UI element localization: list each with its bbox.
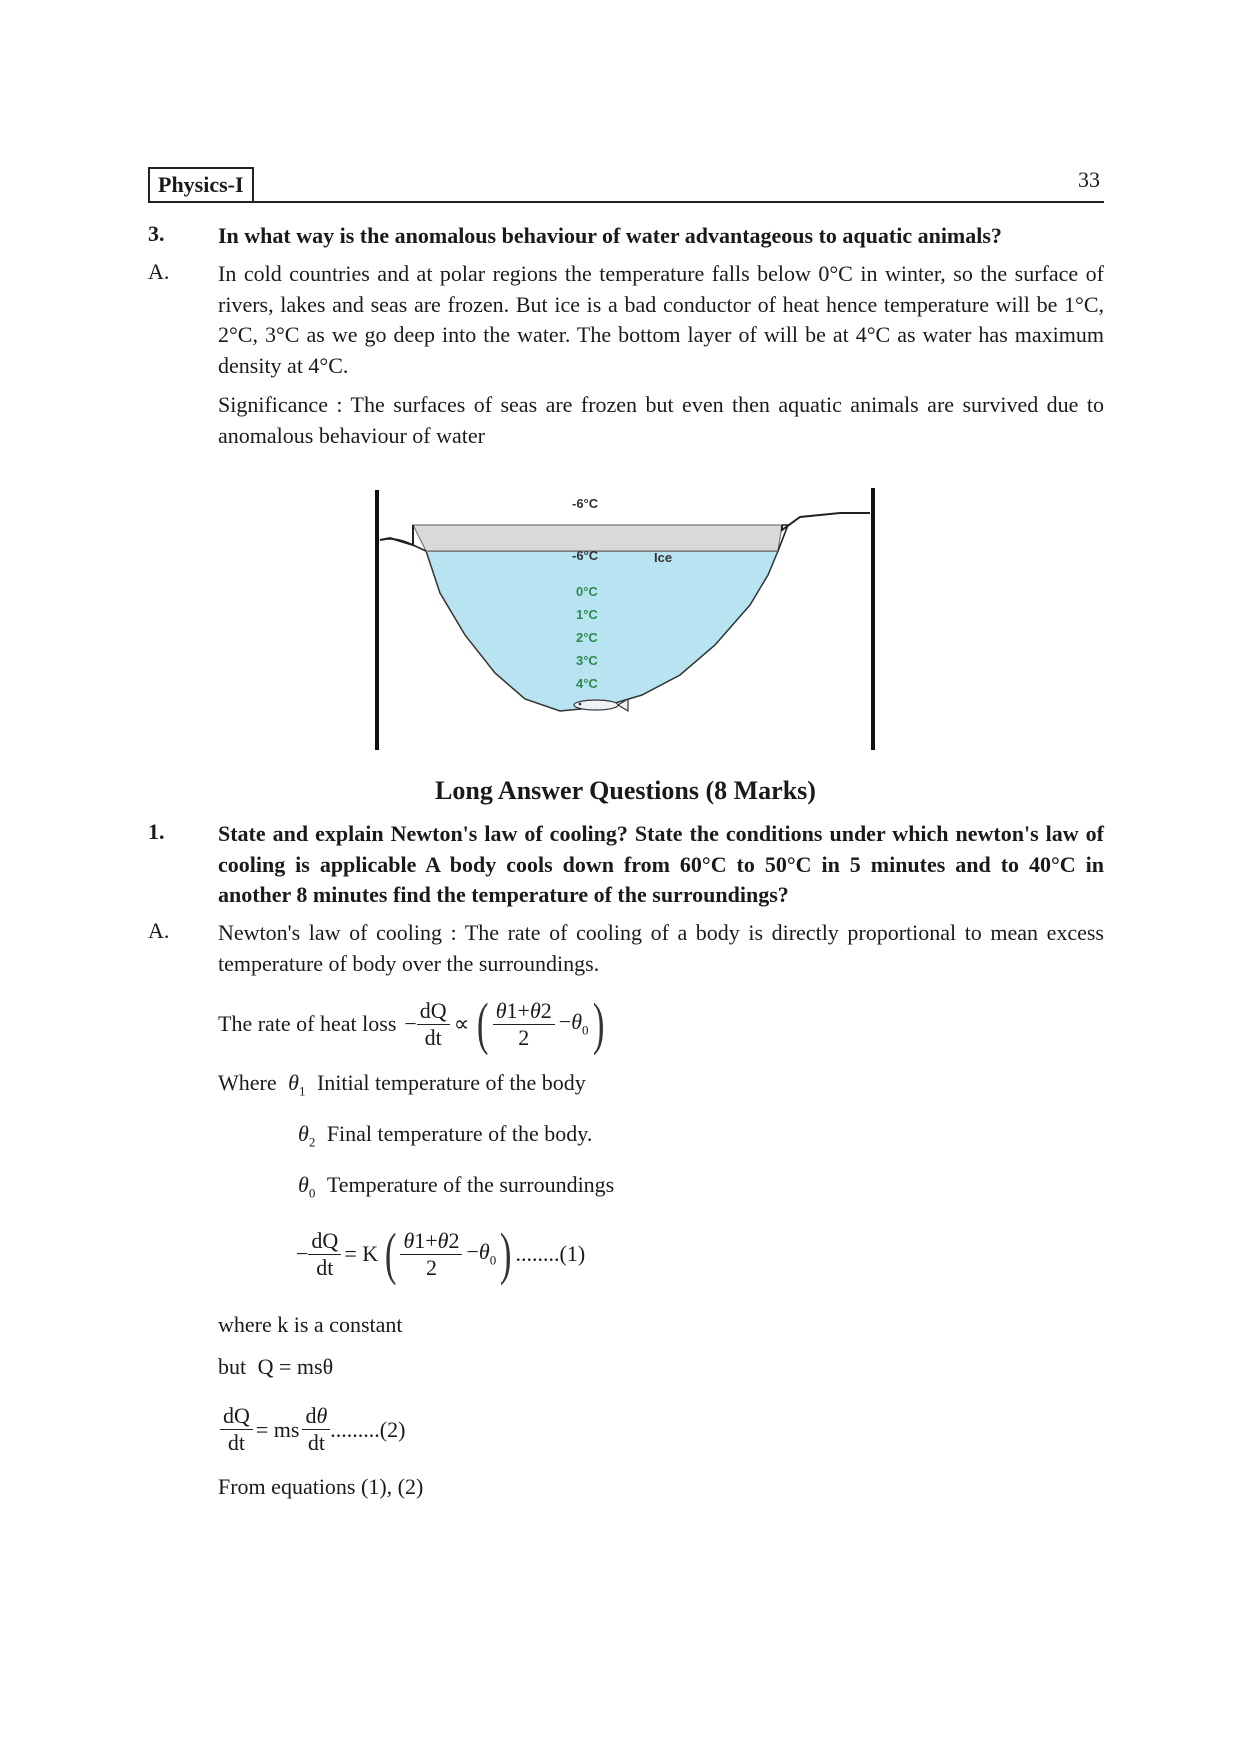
equation-1: − $\frac{dQ}{dt}$ = K ( $\frac{\theta 1+\theta 2}{2}$ $-\theta_0$ ) ........(1) [296, 1221, 586, 1286]
equation-2-tag: .........(2) [330, 1416, 406, 1442]
dq-dt-fraction: $\frac{dQ}{dt}$ [417, 998, 450, 1051]
question-3-number: 3. [148, 221, 165, 246]
rate-label: The rate of heat loss [218, 1011, 397, 1036]
equation-2: $\frac{dQ}{dt}$ = ms $\frac{d\theta}{dt}$ .........(2) [220, 1403, 405, 1456]
equation-1-tag: ........(1) [515, 1241, 586, 1266]
answer-3-paragraph-2: Significance : The surfaces of seas are frozen but even then aquatic animals are survived due to anomalous behaviour of water [218, 392, 1104, 448]
theta2-definition: $\theta_2$ Final temperature of the body. [298, 1121, 593, 1150]
question-3-text: In what way is the anomalous behaviour of water advantageous to aquatic animals? [218, 223, 1002, 248]
long-answer-1-label: A. [148, 918, 170, 943]
section-heading: Long Answer Questions (8 Marks) [435, 776, 816, 805]
water-temp-label-3: 3°C [576, 653, 598, 668]
answer-3-paragraph-1: In cold countries and at polar regions the temperature falls below 0°C in winter, so the surface of rivers, lakes and seas are frozen. But ice is a bad conductor of heat hence temperature will be 1°C, 2°C, 3°C as we go deep into the water. The bottom layer of will be at 4°C as water has maximum density at 4°C. [218, 261, 1104, 378]
theta1-definition: Where $\theta_1$ Initial temperature of the body [218, 1070, 586, 1099]
from-equations-note: From equations (1), (2) [218, 1474, 424, 1499]
page-number: 33 [1078, 167, 1100, 192]
long-question-1-number: 1. [148, 819, 165, 844]
water-temp-label-0: 0°C [576, 584, 598, 599]
ice-label: Ice [654, 550, 673, 565]
water-temp-label-1: 1°C [576, 607, 598, 622]
air-temperature-label: -6°C [572, 496, 599, 511]
ice-temperature-label: -6°C [572, 548, 599, 563]
theta0-definition: $\theta_0$ Temperature of the surroundings [298, 1172, 615, 1201]
header-rule [148, 201, 1104, 203]
subject-header: Physics-I [148, 167, 254, 203]
answer-3-label: A. [148, 259, 170, 284]
water-temp-label-4: 4°C [576, 676, 598, 691]
k-constant-note: where k is a constant [218, 1312, 403, 1337]
q-definition: but Q = msθ [218, 1354, 334, 1379]
water-temp-label-2: 2°C [576, 630, 598, 645]
mean-temp-fraction: $\frac{\theta 1+\theta 2}{2}$ [493, 998, 555, 1051]
rate-of-heat-loss-equation: The rate of heat loss − $\frac{dQ}{dt}$ ∝ ( $\frac{\theta 1+\theta 2}{2}$ $-\theta_0$ ) [218, 991, 604, 1056]
law-definition: Newton's law of cooling : The rate of cooling of a body is directly proportional to mean excess temperature of body over the surroundings. [218, 920, 1104, 976]
long-question-1-text: State and explain Newton's law of cooling? State the conditions under which newton's law of cooling is applicable A body cools down from 60°C to 50°C in 5 minutes and to 40°C in another 8 minutes find the temperature of the surroundings? [218, 821, 1104, 907]
lake-temperature-diagram [370, 485, 880, 755]
